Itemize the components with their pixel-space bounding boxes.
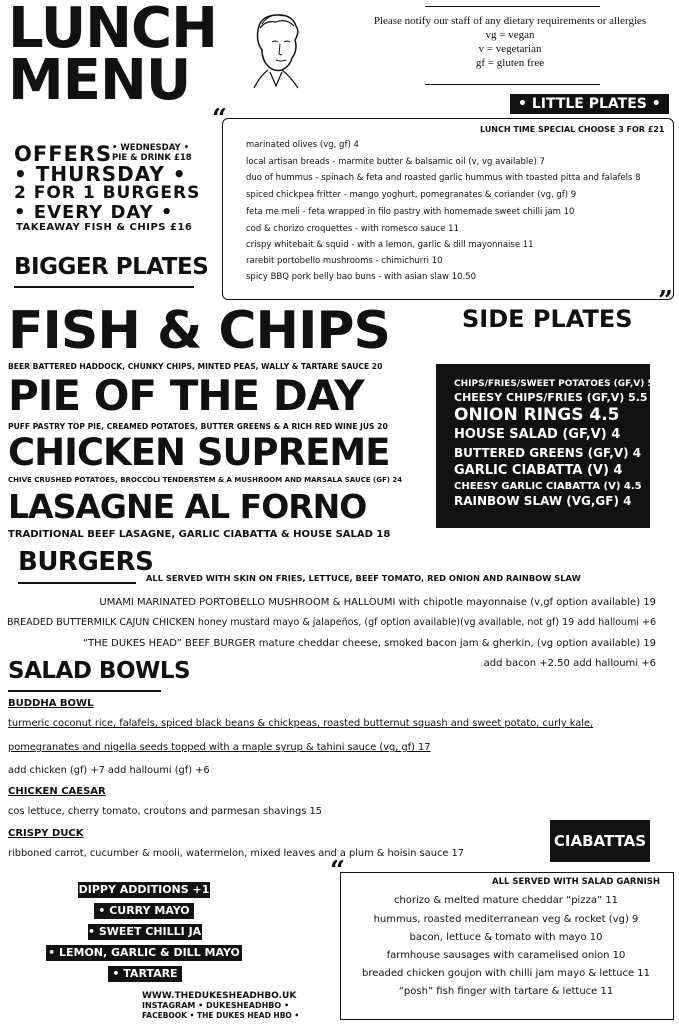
bigger-plate-name: CHICKEN SUPREME	[8, 431, 390, 474]
burger-item: BREADED BUTTERMILK CAJUN CHICKEN honey mustard mayo & jalapeños, (gf option available)(vg available, not gf) 19 add halloumi +6	[7, 617, 656, 628]
burgers-rule	[18, 582, 136, 584]
salad-bowls-heading: SALAD BOWLS	[8, 658, 191, 684]
side-plate-item: BUTTERED GREENS (GF,V) 4	[454, 446, 642, 460]
burger-item: add bacon +2.50 add halloumi +6	[483, 658, 656, 669]
bigger-plates-heading: BIGGER PLATES	[14, 254, 209, 280]
salad-desc: pomegranates and nigella seeds topped with a maple syrup & tahini sauce (vg, gf) 17	[8, 742, 431, 753]
little-plate-item: feta me meli - feta wrapped in filo pastry with homemade sweet chilli jam 10	[246, 207, 575, 217]
bigger-plate-desc: BEER BATTERED HADDOCK, CHUNKY CHIPS, MINTED PEAS, WALLY & TARTARE SAUCE 20	[8, 362, 383, 371]
offer-every-day: • EVERY DAY •	[14, 202, 174, 223]
burgers-subtitle: ALL SERVED WITH SKIN ON FRIES, LETTUCE, BEEF TOMATO, RED ONION AND RAINBOW SLAW	[146, 573, 581, 583]
little-plate-item: spiced chickpea fritter - mango yoghurt, pomegranates & coriander (vg, gf) 9	[246, 190, 577, 200]
ciabatta-item: “posh” fish finger with tartare & lettuce 11	[398, 986, 614, 997]
open-quote-icon: “	[212, 104, 227, 134]
ciabatta-item: hummus, roasted mediterranean veg & rocket (vg) 9	[373, 914, 639, 925]
salad-addons: add chicken (gf) +7 add halloumi (gf) +6	[8, 765, 210, 776]
side-plate-item: CHIPS/FRIES/SWEET POTATOES (GF,V) 5	[454, 379, 654, 389]
burger-item: “THE DUKES HEAD” BEEF BURGER mature cheddar cheese, smoked bacon jam & gherkin, (vg option available) 19	[82, 638, 656, 649]
close-quote-icon: ”	[658, 286, 673, 316]
top-rule	[425, 6, 600, 7]
allergy-notice: Please notify our staff of any dietary requirements or allergies vg = vegan v = vegetarian gf = gluten free	[373, 15, 647, 69]
title-menu: MENU	[8, 48, 191, 113]
bigger-plate-desc: TRADITIONAL BEEF LASAGNE, GARLIC CIABATTA & HOUSE SALAD 18	[8, 529, 391, 540]
dippy-item: • LEMON, GARLIC & DILL MAYO	[46, 945, 242, 961]
side-plate-item: CHEESY GARLIC CIABATTA (V) 4.5	[454, 481, 642, 492]
salad-desc: cos lettuce, cherry tomato, croutons and parmesan shavings 15	[8, 806, 322, 817]
open-quote-icon: “	[330, 856, 345, 886]
salad-title: BUDDHA BOWL	[8, 698, 94, 709]
bigger-plate-name: FISH & CHIPS	[8, 301, 390, 361]
salad-bowls-rule	[8, 690, 161, 692]
portrait-illustration	[240, 10, 310, 90]
bigger-plates-rule	[14, 286, 194, 288]
little-plate-item: marinated olives (vg, gf) 4	[246, 140, 359, 150]
ciabattas-heading: CIABATTAS	[550, 820, 650, 862]
salad-title: CRISPY DUCK	[8, 828, 84, 839]
website-link[interactable]: WWW.THEDUKESHEADHBO.UK	[142, 991, 297, 1001]
dippy-item: • TARTARE	[108, 966, 182, 982]
offer-wednesday: • WEDNESDAY •	[112, 143, 190, 153]
notice-rule	[425, 84, 600, 85]
bigger-plate-name: LASAGNE AL FORNO	[8, 487, 367, 526]
burgers-heading: BURGERS	[18, 547, 154, 577]
bigger-plate-desc: PUFF PASTRY TOP PIE, CREAMED POTATOES, BUTTER GREENS & A RICH RED WINE JUS 20	[8, 422, 388, 431]
dippy-item: • CURRY MAYO	[94, 903, 194, 919]
salad-title: CHICKEN CAESAR	[8, 786, 106, 797]
dippy-heading: DIPPY ADDITIONS +1	[78, 883, 210, 896]
bigger-plate-desc: CHIVE CRUSHED POTATOES, BROCCOLI TENDERSTEM & A MUSHROOM AND MARSALA SAUCE (GF) 24	[8, 476, 403, 484]
offer-wednesday-detail: PIE & DRINK £18	[112, 153, 192, 163]
ciabatta-item: farmhouse sausages with caramelised onion 10	[386, 950, 626, 961]
little-plate-item: local artisan breads - marmite butter & balsamic oil (v, vg available) 7	[246, 157, 545, 167]
burger-item: UMAMI MARINATED PORTOBELLO MUSHROOM & HALLOUMI with chipotle mayonnaise (v,gf option available) 19	[99, 597, 656, 608]
little-plate-item: cod & chorizo croquettes - with romesco sauce 11	[246, 224, 459, 234]
little-plates-badge: • LITTLE PLATES •	[510, 94, 669, 114]
little-plates-special: LUNCH TIME SPECIAL CHOOSE 3 FOR £21	[480, 125, 665, 134]
title-lunch: LUNCH	[8, 0, 217, 61]
little-plate-item: spicy BBQ pork belly bao buns - with asian slaw 10.50	[246, 272, 477, 282]
salad-desc: turmeric coconut rice, falafels, spiced black beans & chickpeas, roasted butternut squash and sweet potato, curly kale,	[8, 718, 594, 729]
side-plates-heading: SIDE PLATES	[462, 305, 633, 333]
little-plate-item: rarebit portobello mushrooms - chimichurri 10	[246, 256, 443, 266]
ciabattas-subtitle: ALL SERVED WITH SALAD GARNISH	[492, 877, 660, 887]
instagram-handle[interactable]: INSTAGRAM • DUKESHEADHBO •	[142, 1001, 290, 1010]
side-plate-item: CHEESY CHIPS/FRIES (GF,V) 5.5	[454, 391, 648, 404]
offer-thursday: • THURSDAY •	[14, 162, 187, 186]
bigger-plate-name: PIE OF THE DAY	[8, 371, 364, 420]
side-plate-item: ONION RINGS 4.5	[454, 405, 620, 425]
side-plate-item: HOUSE SALAD (GF,V) 4	[454, 427, 621, 442]
ciabatta-item: chorizo & melted mature cheddar “pizza” 11	[393, 895, 619, 906]
little-plate-item: crispy whitebait & squid - with a lemon, garlic & dill mayonnaise 11	[246, 240, 534, 250]
dippy-item: • SWEET CHILLI JAM	[88, 925, 213, 938]
offers-title: OFFERS	[14, 142, 113, 166]
side-plate-item: RAINBOW SLAW (VG,GF) 4	[454, 494, 632, 508]
ciabatta-item: breaded chicken goujon with chilli jam mayo & lettuce 11	[361, 968, 651, 979]
offer-burgers: 2 FOR 1 BURGERS	[14, 183, 201, 203]
facebook-handle[interactable]: FACEBOOK • THE DUKES HEAD HBO •	[142, 1011, 300, 1020]
ciabatta-item: bacon, lettuce & tomato with mayo 10	[409, 932, 603, 943]
little-plate-item: duo of hummus - spinach & feta and roasted garlic hummus with toasted pitta and falafels 8	[246, 173, 641, 183]
salad-desc: ribboned carrot, cucumber & mooli, watermelon, mixed leaves and a plum & hoisin sauce 17	[8, 848, 464, 859]
side-plate-item: GARLIC CIABATTA (V) 4	[454, 463, 623, 478]
offer-takeaway: TAKEAWAY FISH & CHIPS £16	[16, 222, 193, 233]
